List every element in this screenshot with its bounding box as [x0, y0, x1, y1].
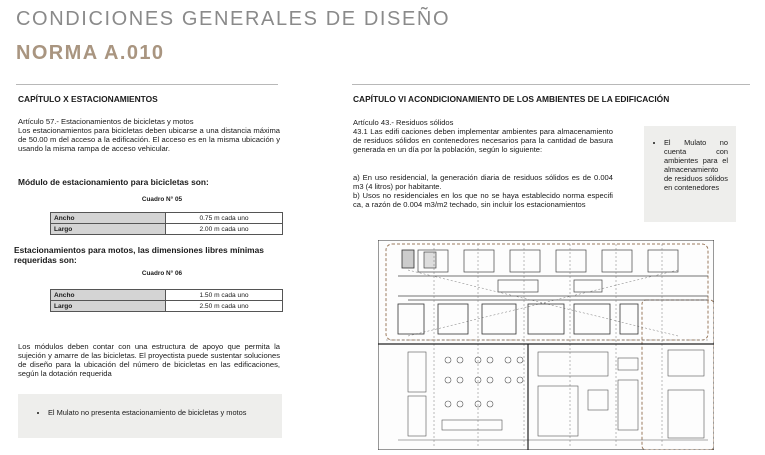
left-divider	[16, 84, 278, 85]
right-item-b: b) Usos no residenciales en los que no se haya establecido norma especifi ca, a razón de 0.004 m3/m2 techado, sin incluir los estacionamientos	[353, 191, 613, 209]
table-row	[51, 290, 283, 301]
right-item-a: a) En uso residencial, la generación diaria de residuos sólidos es de 0.004 m3 (4 litros) por habitante.	[353, 173, 613, 191]
floor-plan-drawing	[378, 240, 714, 450]
moto-dimensions-table	[50, 289, 283, 312]
table-cell-value: 0.75 m cada uno	[166, 213, 283, 224]
table-cell-value: 1.50 m cada uno	[166, 290, 283, 301]
left-note-box	[18, 394, 282, 438]
table-cell-value: 2.50 m cada uno	[166, 301, 283, 312]
bike-module-heading: Módulo de estacionamiento para bicicletas son:	[18, 177, 209, 187]
left-article-title: Artículo 57.- Estacionamientos de bicicletas y motos	[18, 117, 194, 126]
right-note-text: • El Mulato no cuenta con ambientes para el almacenamiento de residuos sólidos en contenedores	[664, 138, 728, 192]
modules-text: Los módulos deben contar con una estructura de apoyo que permita la sujeción y amarre de las bicicletas. El proyectista puede sustentar soluciones de diseño para la ubicación del número de bicicletas en las edificaciones, según la dotación requerida	[18, 342, 280, 378]
page-subtitle: NORMA A.010	[16, 42, 165, 64]
left-article-text: Los estacionamientos para bicicletas deben ubicarse a una distancia máxima de 50.00 m del acceso a la edificación. El acceso es en la misma ubicación y usando la misma rampa de acceso vehicular.	[18, 126, 280, 153]
page-title: CONDICIONES GENERALES DE DISEÑO	[16, 8, 451, 30]
table-cell-label: Ancho	[51, 213, 166, 224]
table-1-caption: Cuadro N° 05	[141, 196, 183, 203]
right-divider	[352, 84, 750, 85]
table-cell-label: Largo	[51, 301, 166, 312]
bike-dimensions-table	[50, 212, 283, 235]
table-row	[51, 213, 283, 224]
table-row	[51, 301, 283, 312]
right-item-1: 43.1 Las edifi caciones deben implementar ambientes para almacenamiento de residuos sólidos en contenedores necesarios para la cantidad de basura generada en un día por la población, según lo siguiente:	[353, 127, 613, 154]
table-cell-label: Ancho	[51, 290, 166, 301]
table-row	[51, 224, 283, 235]
left-chapter-heading: CAPÍTULO X ESTACIONAMIENTOS	[18, 94, 158, 104]
right-note-box	[644, 126, 736, 222]
table-2-caption: Cuadro N° 06	[141, 270, 183, 277]
moto-heading: Estacionamientos para motos, las dimensiones libres mínimas requeridas son:	[14, 245, 264, 265]
table-cell-value: 2.00 m cada uno	[166, 224, 283, 235]
right-article-title: Artículo 43.- Residuos sólidos	[353, 118, 454, 127]
table-cell-label: Largo	[51, 224, 166, 235]
right-chapter-heading: CAPÍTULO VI ACONDICIONAMIENTO DE LOS AMBIENTES DE LA EDIFICACIÓN	[353, 94, 670, 104]
left-note-text: • El Mulato no presenta estacionamiento de bicicletas y motos	[48, 408, 276, 417]
